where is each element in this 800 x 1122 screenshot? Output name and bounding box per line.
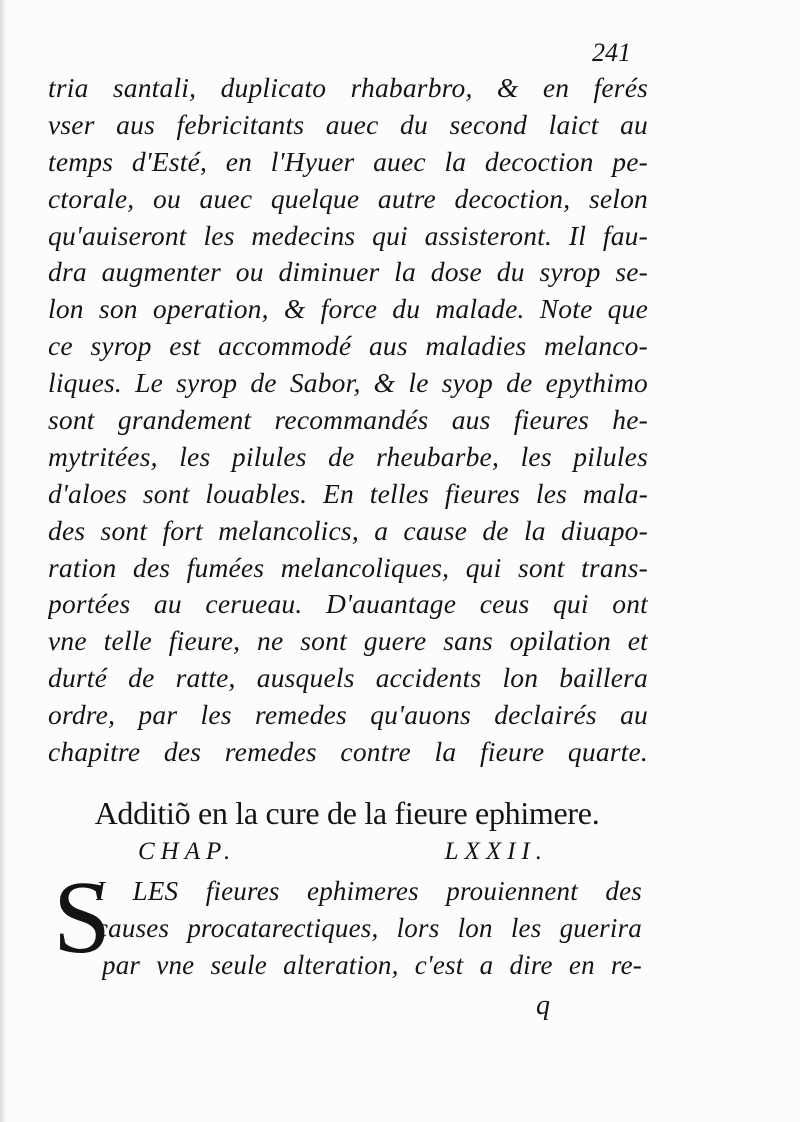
text-line: d'aloes sont louables. En telles fieures les mala- — [48, 477, 648, 509]
chapter-numeral: LXXII. — [444, 838, 548, 865]
text-line: temps d'Esté, en l'Hyuer auec la decoction pe- — [48, 145, 648, 177]
text-line: liques. Le syrop de Sabor, & le syop de epythimo — [48, 367, 648, 399]
text-line: dra augmenter ou diminuer la dose du syrop se- — [48, 256, 648, 288]
text-line: durté de ratte, ausquels accidents lon baillera — [48, 662, 648, 694]
text-line: vne telle fieure, ne sont guere sans opilation et — [48, 625, 648, 657]
chapter-word: CHAP. — [138, 838, 237, 865]
page-number: 241 — [592, 38, 631, 67]
section-heading: Additiõ en la cure de la fieure ephimere. — [94, 795, 600, 831]
text-line: ctorale, ou auec quelque autre decoction, selon — [48, 182, 648, 214]
drop-cap: S — [53, 860, 111, 975]
signature-mark: q — [536, 990, 550, 1021]
text-line: ce syrop est accommodé aus maladies melanco- — [48, 330, 648, 362]
text-line: mytritées, les pilules de rheubarbe, les pilules — [48, 440, 648, 472]
body-text — [48, 70, 648, 771]
text-line: des sont fort melancolics, a cause de la diuapo- — [48, 514, 648, 546]
text-line: chapitre des remedes contre la fieure quarte. — [48, 736, 648, 768]
text-line: tria santali, duplicato rhabarbro, & en ferés — [48, 72, 648, 103]
chapter-label — [138, 838, 548, 866]
text-line: ration des fumées melancoliques, qui sont trans- — [48, 551, 648, 583]
text-line: vser aus febricitants auec du second laict au — [48, 108, 648, 140]
text-line: qu'auiseront les medecins qui assisteront. Il fau- — [48, 219, 648, 251]
text-line: portées au cerueau. D'auantage ceus qui ont — [48, 588, 648, 620]
text-line: causes procatarectiques, lors lon les guerira — [96, 912, 642, 943]
text-line: par vne seule alteration, c'est a dire en re- — [102, 949, 642, 980]
text-line: I LES fieures ephimeres prouiennent des — [96, 876, 642, 906]
text-line: ordre, par les remedes qu'auons declairés au — [48, 699, 648, 731]
text-line: lon son operation, & force du malade. Note que — [48, 293, 648, 325]
chapter-text — [96, 873, 642, 984]
text-line: sont grandement recommandés aus fieures he- — [48, 404, 648, 436]
